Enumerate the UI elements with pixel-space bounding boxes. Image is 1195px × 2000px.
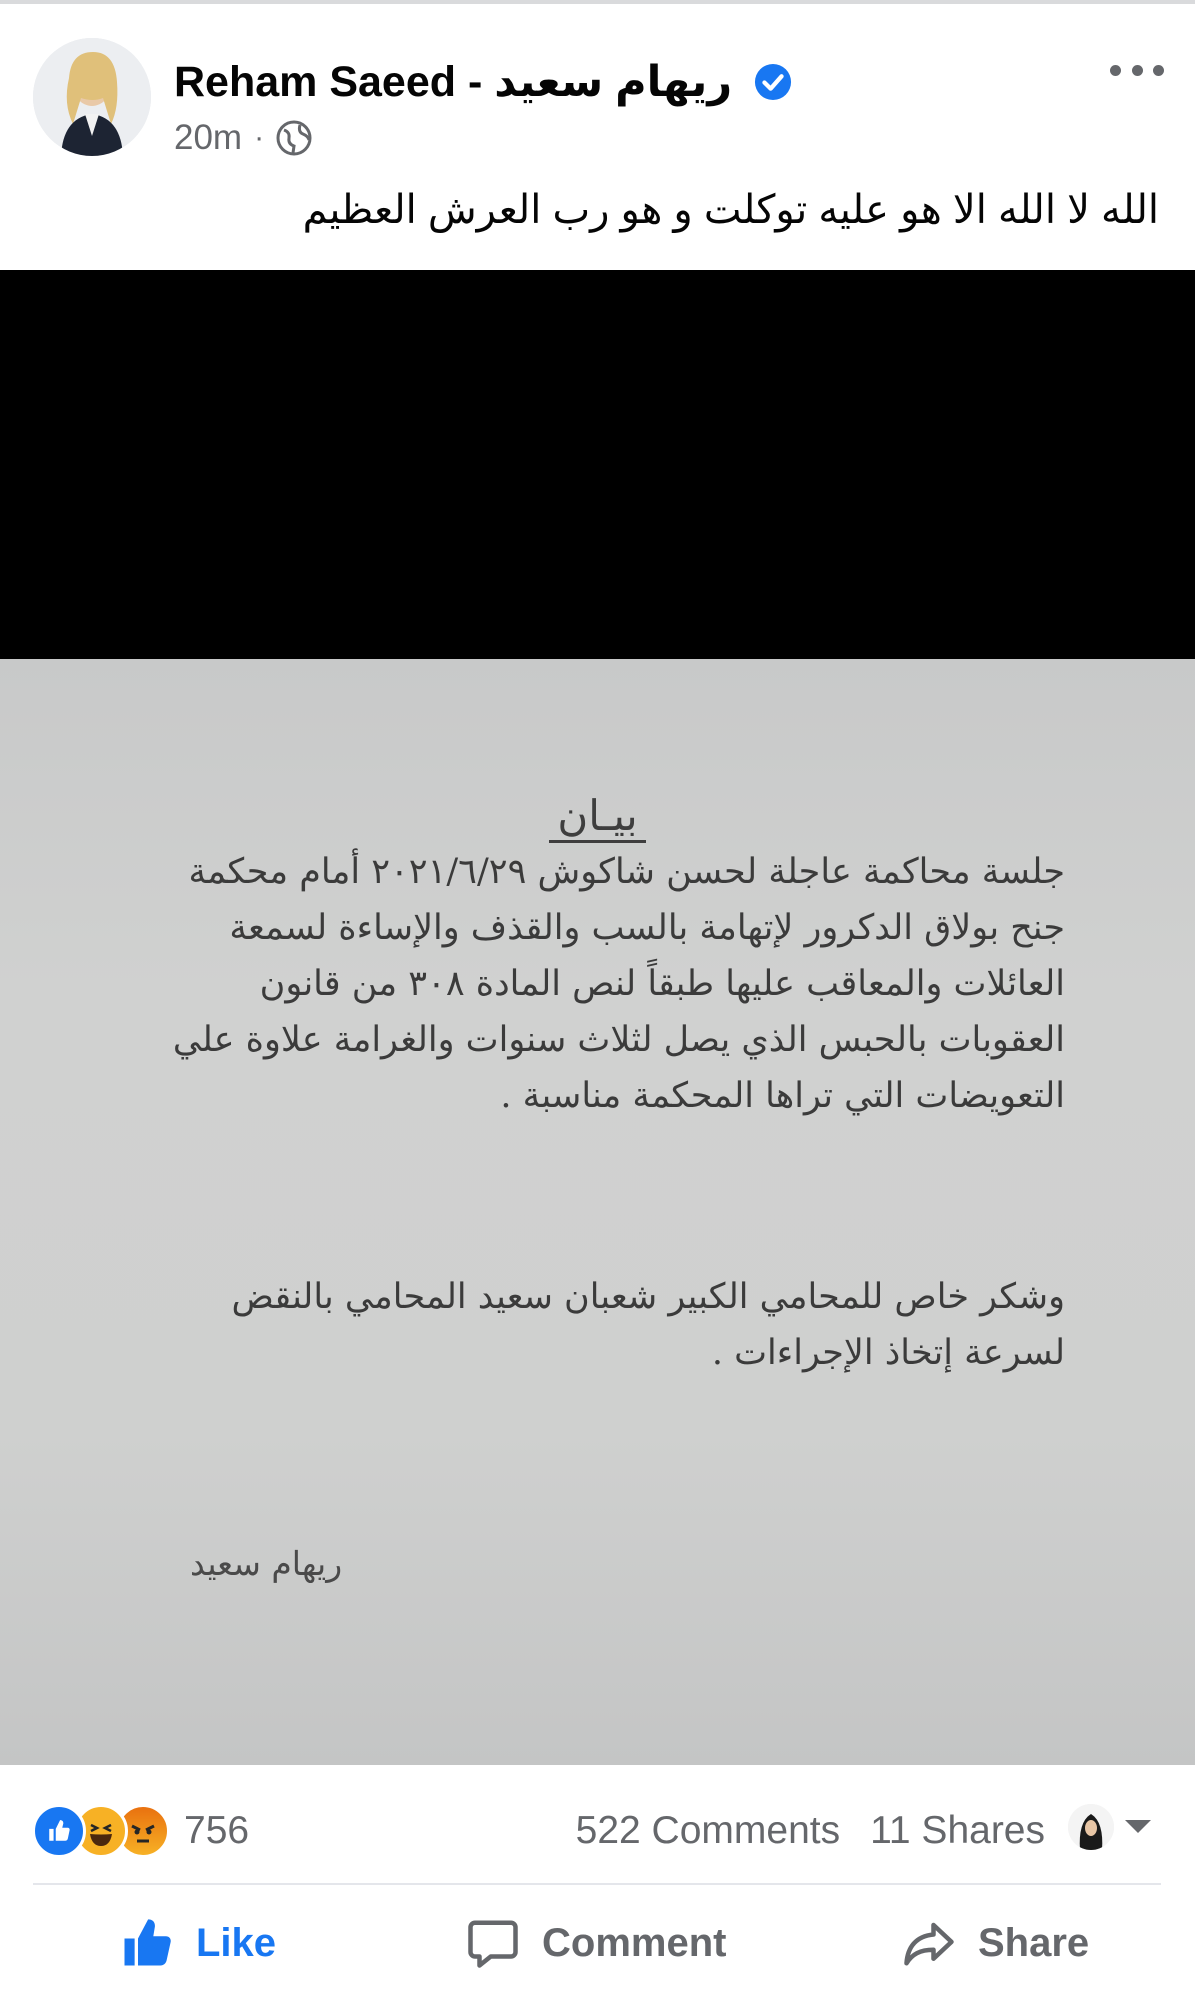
post-photo[interactable] bbox=[0, 270, 1195, 1765]
actions-divider bbox=[33, 1883, 1161, 1885]
thumbs-up-icon bbox=[120, 1916, 174, 1970]
more-options-button[interactable] bbox=[1110, 50, 1164, 90]
author-name[interactable]: Reham Saeed - ريهام سعيد bbox=[174, 58, 733, 106]
meta-separator: · bbox=[254, 121, 265, 154]
document-line: جنح بولاق الدكرور لإتهامة بالسب والقذف والإساءة لسمعة bbox=[229, 908, 1065, 948]
comment-button[interactable] bbox=[466, 1908, 726, 1978]
document-signature: ريهام سعيد bbox=[190, 1544, 343, 1583]
share-button[interactable] bbox=[902, 1908, 1089, 1978]
post-text: الله لا الله الا هو عليه توكلت و هو رب العرش العظيم bbox=[302, 188, 1159, 232]
comment-label: Comment bbox=[542, 1920, 727, 1965]
document-title: بيـان bbox=[549, 791, 645, 843]
author-avatar[interactable] bbox=[33, 38, 151, 156]
verified-badge-icon bbox=[754, 63, 792, 101]
comments-count-link[interactable]: 522 Comments bbox=[575, 1809, 841, 1852]
document-line: وشكر خاص للمحامي الكبير شعبان سعيد المحامي بالنقض bbox=[231, 1277, 1065, 1317]
document-paper bbox=[0, 659, 1195, 1765]
photo-black-band bbox=[0, 270, 1195, 659]
post-timestamp[interactable]: 20m bbox=[174, 118, 243, 157]
document-line: العائلات والمعاقب عليها طبقاً لنص المادة ٣٠٨ من قانون bbox=[259, 964, 1065, 1004]
share-arrow-icon bbox=[902, 1916, 956, 1970]
chevron-down-icon[interactable] bbox=[1125, 1820, 1151, 1833]
comment-bubble-icon bbox=[466, 1916, 520, 1970]
document-line: جلسة محاكمة عاجلة لحسن شاكوش ٢٠٢١/٦/٢٩ أمام محكمة bbox=[188, 852, 1065, 892]
document-line: العقوبات بالحبس الذي يصل لثلاث سنوات والغرامة علاوة علي bbox=[172, 1020, 1065, 1060]
viewer-avatar[interactable] bbox=[1068, 1804, 1114, 1850]
like-icon bbox=[32, 1804, 86, 1858]
top-divider bbox=[0, 0, 1195, 4]
share-label: Share bbox=[978, 1920, 1090, 1965]
reaction-count: 756 bbox=[184, 1809, 250, 1852]
globe-icon[interactable] bbox=[276, 120, 312, 156]
shares-count-link[interactable]: 11 Shares bbox=[870, 1809, 1045, 1852]
document-paragraph-1 bbox=[172, 844, 1065, 1124]
like-button[interactable] bbox=[120, 1908, 276, 1978]
more-horizontal-icon bbox=[1110, 65, 1121, 76]
reactions-summary[interactable] bbox=[32, 1800, 249, 1862]
like-label: Like bbox=[196, 1920, 277, 1965]
document-line: التعويضات التي تراها المحكمة مناسبة . bbox=[500, 1076, 1065, 1116]
document-paragraph-2 bbox=[180, 1269, 1065, 1381]
document-line: لسرعة إتخاذ الإجراءات . bbox=[711, 1333, 1065, 1373]
